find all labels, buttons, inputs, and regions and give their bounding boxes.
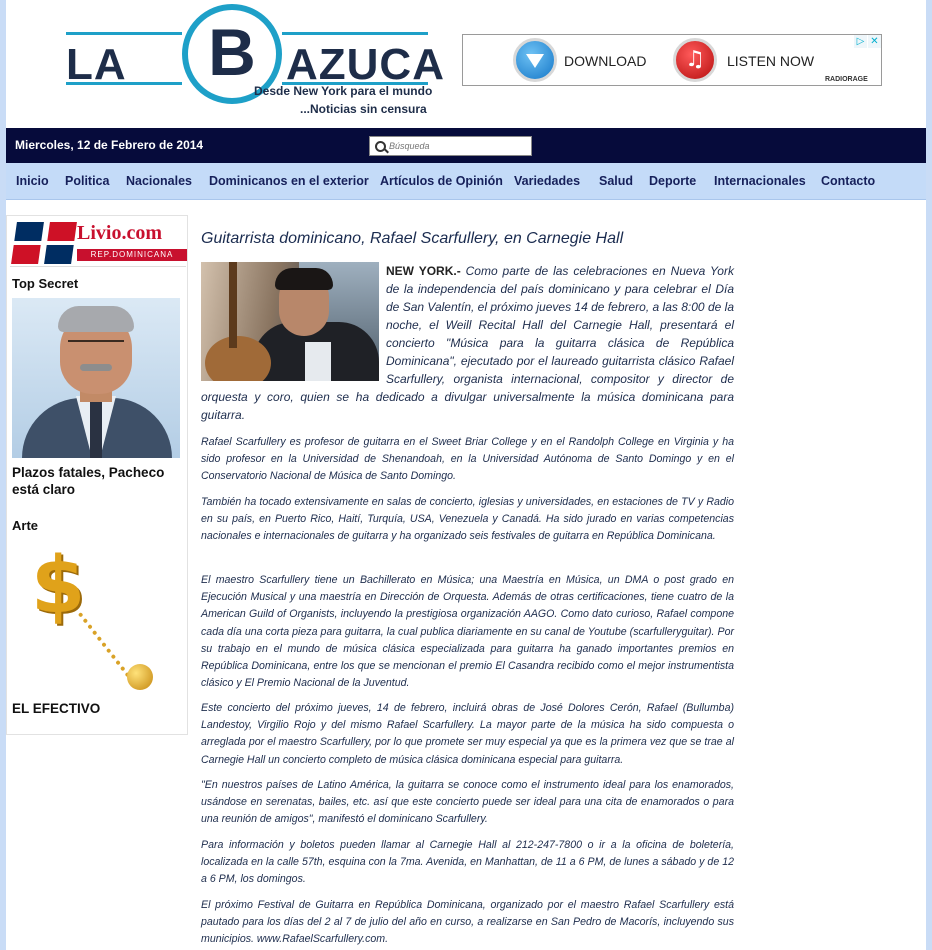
nav-item-salud[interactable]: Salud (599, 174, 634, 188)
arte-heading[interactable]: Arte (12, 518, 39, 533)
current-date: Miercoles, 12 de Febrero de 2014 (15, 138, 204, 152)
header-ad-banner[interactable] (462, 34, 882, 86)
ad-brand-logo: RADIORAGE (825, 76, 868, 83)
article-paragraph: El maestro Scarfullery tiene un Bachillerato en Música; una Maestría en Música, un DMA o post grado en Ejecución Musical y una maestría en Dirección de Orquesta. Además de otras certificaciones, tiene cuatro de la American Guild of Organists, incluyendo la prestigiosa organización AAGO. Como dato curioso, Rafael compone cada día una corta pieza para guitarra, la cual publica diariamente en su canal de Youtube (scarfulleryguitar). Por su trabajo en el mundo de música clásica especializada para guitarra ha ganado importantes premios en República Dominicana, entre los que se mencionan el premio El Casandra recibido como el mejor instrumentista clásico y El Premio Nacional de la Juventud. (201, 574, 734, 690)
page (6, 0, 926, 950)
article-paragraph: Para información y boletos pueden llamar al Carnegie Hall al 212-247-7800 o ir a la oficina de boletería, localizada en la calle 57th, esquina con la 7ma. Avenida, en Manhattan, de 11 a 6 PM, de lunes a sábado y de 12 a 6 PM, los domingos. (201, 839, 734, 886)
ad-info-icon[interactable]: ▷ (854, 35, 867, 48)
article-headline: Guitarrista dominicano, Rafael Scarfullery, en Carnegie Hall (201, 230, 624, 247)
livio-subtitle: REP.DOMINICANA (77, 249, 187, 261)
top-secret-caption[interactable]: Plazos fatales, Pacheco está claro (12, 465, 165, 497)
lead-dateline: NEW YORK.- (386, 264, 461, 278)
chain-icon (75, 612, 131, 680)
left-sidebar (6, 215, 188, 735)
livio-brand: Livio.com (77, 222, 162, 244)
lead-text: Como parte de las celebraciones en Nueva York de la independencia del país dominicano y para celebrar el Día de San Valentín, el próximo jueves 14 de febrero, a las 8:00 de la noche, el Weill Recital Hall del Carnegie Hall, presentará el concierto "Música para la guitarra clásica de República Dominicana", ejecutado por el laureado guitarrista clásico Rafael Scarfullery, organista internacional, compositor y director de orquesta y coro, quien se ha dedicado a divulgar universalmente la música dominicana para guitarra. (201, 264, 734, 422)
logo-text-la: LA (66, 40, 127, 89)
nav-item-deporte[interactable]: Deporte (649, 174, 697, 188)
ad-close-icon[interactable]: ✕ (868, 35, 881, 48)
article-photo (201, 262, 379, 381)
right-frame-border (926, 0, 932, 950)
dollar-illustration[interactable] (17, 541, 177, 696)
logo-tagline-2: ...Noticias sin censura (300, 102, 427, 116)
main-nav (6, 163, 926, 200)
arte-caption[interactable]: EL EFECTIVO (12, 701, 101, 716)
search-icon[interactable] (375, 141, 386, 152)
ball-icon (127, 664, 153, 690)
nav-item-inicio[interactable]: Inicio (16, 174, 49, 188)
logo-letter-b: B (208, 15, 256, 89)
nav-item-dominicanos-exterior[interactable]: Dominicanos en el exterior (209, 174, 369, 188)
dollar-icon: $ (31, 541, 86, 631)
search-box[interactable] (369, 136, 532, 156)
music-note-icon[interactable] (673, 38, 717, 82)
date-search-bar (6, 128, 926, 163)
livio-banner-ad[interactable] (10, 218, 186, 267)
logo-tagline-1: Desde New York para el mundo (254, 84, 433, 98)
download-arrow-icon[interactable] (513, 38, 557, 82)
dominican-flag-icon (11, 222, 77, 264)
ad-listen-label[interactable]: LISTEN NOW (727, 53, 815, 69)
article-paragraph: Este concierto del próximo jueves, 14 de febrero, incluirá obras de José Dolores Cerón, Rafael (Bullumba) Landestoy, Virgilio Rojo y del mismo Rafael Scarfullery. La mayor parte de la música ha sido compuesta o arreglada por el maestro Scarfullery, por lo que promete ser muy especial ya que es la primera vez que se trae al Carnegie Hall un concierto completo de música clásica dominicana especial para guitarra. (201, 702, 734, 766)
article-paragraph: El próximo Festival de Guitarra en República Dominicana, organizado por el maestro Rafael Scarfullery está pautado para los días del 2 al 7 de julio del año en curso, a realizarse en San Pedro de Macorís, incluyendo sus municipios. www.RafaelScarfullery.com. (201, 899, 734, 946)
search-input[interactable] (389, 139, 527, 153)
logo-line-left (66, 32, 182, 35)
article-paragraph: También ha tocado extensivamente en salas de concierto, iglesias y universidades, en estaciones de TV y Radio en su país, en Puerto Rico, Haití, Turquía, USA, Venezuela y Canadá. Ha sido jurado en varias competencias nacionales e internacionales de guitarra y ha organizado seis festivales de guitarra en República Dominicana. (201, 496, 734, 543)
site-logo[interactable] (64, 4, 445, 122)
nav-item-articulos-opinion[interactable]: Artículos de Opinión (380, 174, 503, 188)
ad-download-label[interactable]: DOWNLOAD (564, 53, 647, 69)
logo-text-azuca: AZUCA (286, 40, 445, 89)
nav-item-variedades[interactable]: Variedades (514, 174, 581, 188)
nav-item-contacto[interactable]: Contacto (821, 174, 876, 188)
logo-line-right (282, 32, 428, 35)
nav-item-politica[interactable]: Politica (65, 174, 110, 188)
site-header (6, 0, 926, 128)
nav-item-internacionales[interactable]: Internacionales (714, 174, 806, 188)
top-secret-heading[interactable]: Top Secret (12, 276, 79, 291)
article-paragraph: Rafael Scarfullery es profesor de guitarra en el Sweet Briar College y en el Randolph College en Virginia y ha sido profesor en la Universidad de Shenandoah, en la Universidad Autónoma de Santo Domingo y en el Conservatorio Nacional de Música de Santo Domingo. (201, 436, 734, 483)
nav-item-nacionales[interactable]: Nacionales (126, 174, 193, 188)
columnist-photo[interactable] (12, 298, 180, 458)
article-paragraph: "En nuestros países de Latino América, la guitarra se conoce como el instrumento ideal para los enamorados, usándose en serenatas, bailes, etc. así que este concierto puede ser ideal para una cita de enamorados o para una reunión de amigos", manifestó el dominicano Scarfullery. (201, 779, 734, 826)
